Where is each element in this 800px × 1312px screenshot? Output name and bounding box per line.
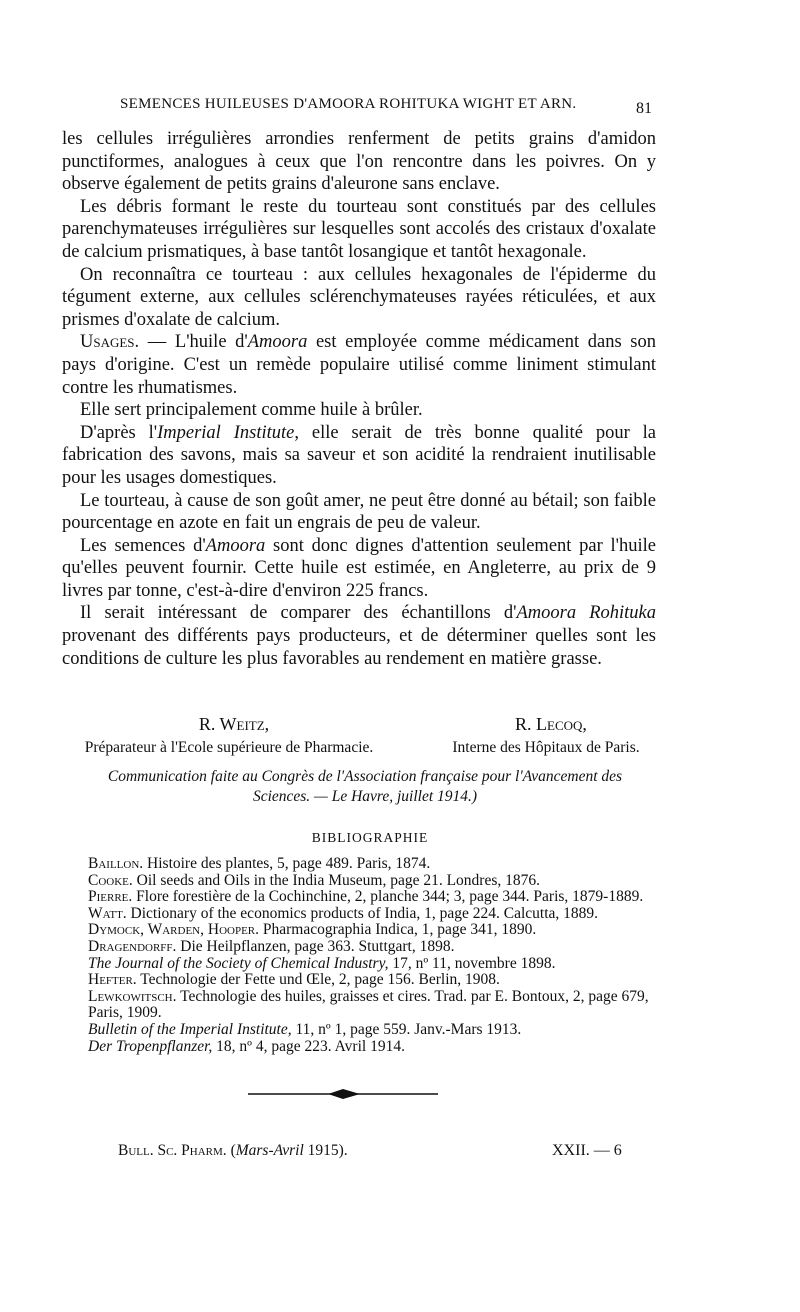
ornament-divider bbox=[248, 1088, 438, 1100]
bibliography-entry bbox=[88, 989, 658, 1022]
paragraph-usages-text-b: est employée comme médicament dans son pays d'origine. C'est un remède populaire utilisé comme liniment stimulant contre les rhumatismes. bbox=[62, 332, 656, 398]
author-name-lecoq: R. Lecoq, bbox=[515, 714, 587, 734]
bibliography-entry bbox=[88, 956, 658, 973]
running-title: SEMENCES HUILEUSES D'AMOORA ROHITUKA WIGHT ET ARN. bbox=[120, 96, 577, 112]
bibliography-author: Hefter. bbox=[88, 971, 137, 989]
bibliography-text: Technologie des huiles, graisses et cires. Trad. par E. Bontoux, 2, page 679, Paris, 1909. bbox=[88, 987, 649, 1022]
signature-lecoq bbox=[426, 714, 666, 757]
author-title-weitz: Préparateur à l'Ecole supérieure de Pharmacie. bbox=[84, 739, 374, 756]
bibliography-author: Dragendorff. bbox=[88, 937, 177, 955]
paragraph-8-italic: Amoora bbox=[205, 535, 266, 556]
bibliography-entry bbox=[88, 889, 658, 906]
paragraph-1: les cellules irrégulières arrondies renferment de petits grains d'amidon punctiformes, analogues à ceux que l'on rencontre dans les poivres. On y observe également de petits grains d'aleurone sans enclave. bbox=[62, 129, 656, 195]
bibliography-author: Pierre. bbox=[88, 888, 133, 906]
footer-signature-mark: XXII. — 6 bbox=[552, 1142, 622, 1159]
usages-label: Usages. bbox=[80, 332, 140, 353]
bibliography-text: 18, nº 4, page 223. Avril 1914. bbox=[212, 1037, 405, 1055]
paragraph-8-text-b: sont donc dignes d'attention seulement par l'huile qu'elles peuvent fournir. Cette huile est estimée, en Angleterre, au prix de 9 livres par tonne, c'est-à-dire d'environ 225 francs. bbox=[62, 535, 656, 601]
bibliography-title: BIBLIOGRAPHIE bbox=[311, 830, 429, 845]
paragraph-5: Elle sert principalement comme huile à brûler. bbox=[80, 400, 423, 421]
bibliography-entry bbox=[88, 972, 658, 989]
paragraph-usages bbox=[62, 331, 656, 399]
paragraph-9 bbox=[62, 602, 656, 670]
communication-note: Communication faite au Congrès de l'Association française pour l'Avancement des Sciences. — Le Havre, juillet 1914.) bbox=[107, 768, 623, 805]
bibliography-entry bbox=[88, 1022, 658, 1039]
footer-issue-year: 1915). bbox=[303, 1142, 348, 1159]
bibliography-text: Technologie der Fette und Œle, 2, page 156. Berlin, 1908. bbox=[136, 971, 500, 989]
bibliography-text: 11, nº 1, page 559. Janv.-Mars 1913. bbox=[291, 1020, 522, 1038]
bibliography-text: Oil seeds and Oils in the India Museum, page 21. Londres, 1876. bbox=[132, 871, 541, 889]
bibliography-entry bbox=[88, 1039, 658, 1056]
paragraph-usages-text-a: — L'huile d' bbox=[139, 332, 248, 353]
bibliography-periodical: The Journal of the Society of Chemical Industry, bbox=[88, 954, 389, 972]
paragraph-9-text-b: provenant des différents pays producteurs, et de déterminer quelles sont les conditions de culture les plus favorables au rendement en matière grasse. bbox=[62, 626, 656, 669]
bibliography-list bbox=[88, 856, 658, 1055]
author-title-lecoq: Interne des Hôpitaux de Paris. bbox=[452, 739, 640, 756]
paragraph-6 bbox=[62, 422, 656, 490]
bibliography-periodical: Der Tropenpflanzer, bbox=[88, 1037, 213, 1055]
bibliography-author: Watt. bbox=[88, 904, 127, 922]
paragraph-6-text-a: D'après l' bbox=[80, 422, 158, 443]
author-name-weitz: R. Weitz, bbox=[198, 714, 270, 734]
article-body bbox=[62, 128, 656, 670]
footer-issue-open: ( bbox=[230, 1142, 236, 1159]
bibliography-text: Histoire des plantes, 5, page 489. Paris, 1874. bbox=[143, 855, 431, 872]
bibliography-text: Dictionary of the economics products of India, 1, page 224. Calcutta, 1889. bbox=[126, 904, 599, 922]
bibliography-text: Die Heilpflanzen, page 363. Stuttgart, 1898. bbox=[176, 937, 455, 955]
paragraph-8-text-a: Les semences d' bbox=[80, 535, 206, 556]
bibliography-entry bbox=[88, 922, 658, 939]
bibliography-entry bbox=[88, 856, 658, 873]
paragraph-2: Les débris formant le reste du tourteau sont constitués par des cellules parenchymateuses irrégulières sur lesquelles sont accolés des cristaux d'oxalate de calcium prismatiques, à base tantôt losangique et tantôt hexagonale. bbox=[62, 196, 656, 262]
paragraph-6-text-b: , elle serait de très bonne qualité pour la fabrication des savons, mais sa saveur et son acidité la rendraient inutilisable pour les usages domestiques. bbox=[62, 422, 656, 488]
paragraph-7: Le tourteau, à cause de son goût amer, ne peut être donné au bétail; son faible pourcentage en azote en fait un engrais de peu de valeur. bbox=[62, 490, 656, 534]
bibliography-text: Pharmacographia Indica, 1, page 341, 1890. bbox=[259, 921, 537, 939]
paragraph-usages-italic: Amoora bbox=[247, 332, 308, 353]
bibliography-author: Dymock, Warden, Hooper. bbox=[88, 921, 260, 939]
bibliography-author: Lewkowitsch. bbox=[88, 987, 177, 1005]
page-number: 81 bbox=[636, 100, 652, 117]
paragraph-3: On reconnaîtra ce tourteau : aux cellules hexagonales de l'épiderme du tégument externe, aux cellules sclérenchymateuses rayées réticulées, et aux prismes d'oxalate de calcium. bbox=[62, 264, 656, 330]
bibliography-text: Flore forestière de la Cochinchine, 2, planche 344; 3, page 344. Paris, 1879-1889. bbox=[132, 888, 644, 906]
bibliography-author: Baillon. bbox=[88, 855, 144, 872]
bibliography-periodical: Bulletin of the Imperial Institute, bbox=[88, 1020, 292, 1038]
bibliography-entry bbox=[88, 906, 658, 923]
bibliography-entry bbox=[88, 873, 658, 890]
paragraph-9-text-a: Il serait intéressant de comparer des échantillons d' bbox=[80, 603, 517, 624]
bibliography-text: 17, nº 11, novembre 1898. bbox=[388, 954, 556, 972]
paragraph-8 bbox=[62, 535, 656, 603]
footer-issue-months: Mars-Avril bbox=[235, 1142, 304, 1159]
paragraph-9-italic: Amoora Rohituka bbox=[516, 603, 657, 624]
bibliography-author: Cooke. bbox=[88, 871, 133, 889]
footer-journal-name: Bull. Sc. Pharm. bbox=[118, 1142, 227, 1159]
signature-weitz bbox=[66, 714, 392, 757]
footer-journal bbox=[118, 1142, 348, 1160]
bibliography-entry bbox=[88, 939, 658, 956]
paragraph-6-italic: Imperial Institute bbox=[157, 422, 295, 443]
